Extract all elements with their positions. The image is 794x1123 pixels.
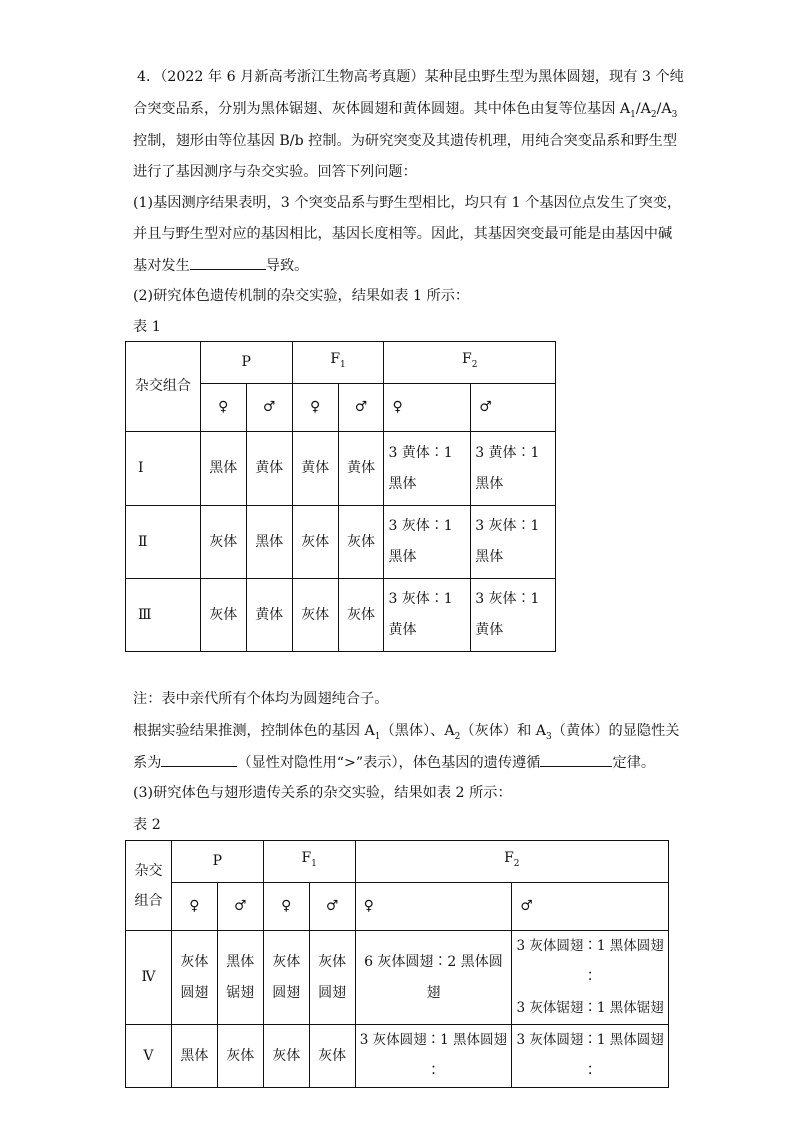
t2-cell-b: 锯翅 <box>226 984 255 1001</box>
t2-cell-a: 3 灰体圆翅∶1 黑体圆翅∶ <box>516 938 664 985</box>
t1-cell: 3 灰体∶1 黑体 <box>384 506 471 579</box>
table1-caption: 表 1 <box>133 319 161 335</box>
line-7-prefix: 基对发生 <box>133 258 190 274</box>
t1-cell: 3 灰体∶1 黄体 <box>384 579 471 652</box>
table-row <box>126 1025 669 1088</box>
t1-cell: 灰体 <box>292 579 338 652</box>
table-row <box>126 931 669 1025</box>
t2-cell: 灰体 <box>217 1025 263 1088</box>
t1-row-id: Ⅲ <box>126 579 201 652</box>
t1-cell: 黑体 <box>200 432 246 506</box>
t2-cell: 6 灰体圆翅∶2 黑体圆翅 <box>355 931 512 1025</box>
inference-middle: （显性对隐性用“>”表示），体色基因的遗传遵循 <box>237 755 541 771</box>
t1-cell: 黄体 <box>246 579 292 652</box>
t2-cell-a: 灰体 <box>318 953 347 970</box>
t2-cell <box>309 931 355 1025</box>
table-row <box>126 506 556 579</box>
t1-cell: 灰体 <box>338 506 384 579</box>
answer-blank-1[interactable] <box>190 255 266 270</box>
inference-line-2 <box>133 752 655 773</box>
t2-header-f2: $F_2$ <box>355 841 668 883</box>
t2-cell-b: 3 灰体锯翅∶1 黑体锯翅 <box>516 1000 664 1016</box>
t2-row-id: Ⅴ <box>126 1025 172 1088</box>
line-7-suffix: 导致。 <box>265 258 309 274</box>
table2-caption: 表 2 <box>133 817 161 833</box>
inference-suffix: 定律。 <box>612 755 656 771</box>
table-row <box>126 432 556 506</box>
t2-cell <box>512 931 669 1025</box>
t2-header-group <box>126 841 172 931</box>
inference-line-1: 根据实验结果推测，控制体色的基因 $A_1$（黑体）、$A_2$（灰体）和 $A_3$（黄体）的显隐性关 <box>133 723 680 742</box>
t2-header-group-b: 组合 <box>134 892 163 909</box>
table-row <box>126 579 556 652</box>
t1-cell: 黄体 <box>246 432 292 506</box>
t1-cell: 3 黄体∶1 黑体 <box>471 432 556 506</box>
t2-f2-male: ♂ <box>512 883 669 931</box>
t1-cell: 3 黄体∶1 黑体 <box>384 432 471 506</box>
t2-cell-a: 灰体 <box>272 953 301 970</box>
t1-f1-male: ♂ <box>338 384 384 432</box>
question-line-2-text: 合突变品系，分别为黑体锯翅、灰体圆翅和黄体圆翅。其中体色由复等位基因 $A_1/A_2/A_3$ <box>133 101 678 120</box>
question-line-6: 并且与野生型对应的基因相比，基因长度相等。因此，其基因突变最可能是由基因中碱 <box>133 226 673 242</box>
question-line-1: 4．（2022 年 6 月新高考浙江生物高考真题）某种昆虫野生型为黑体圆翅，现有 3 个纯 <box>137 69 684 85</box>
t1-cell: 3 灰体∶1 黑体 <box>471 506 556 579</box>
t2-f2-female: ♀ <box>355 883 512 931</box>
t2-f1-male: ♂ <box>309 883 355 931</box>
t1-cell: 3 灰体∶1 黄体 <box>471 579 556 652</box>
table-2 <box>125 840 669 1088</box>
t1-p-female: ♀ <box>200 384 246 432</box>
t2-header-p: P <box>171 841 263 883</box>
t1-header-f1: $F_1$ <box>292 342 384 384</box>
t1-f2-female: ♀ <box>384 384 471 432</box>
t2-row-id: Ⅳ <box>126 931 172 1025</box>
answer-blank-2[interactable] <box>161 752 237 767</box>
t1-cell: 灰体 <box>200 506 246 579</box>
table-1 <box>125 341 556 652</box>
question-line-7 <box>133 255 308 276</box>
question-line-8: (2)研究体色遗传机制的杂交实验，结果如表 1 所示： <box>133 288 470 304</box>
t1-cell: 黄体 <box>338 432 384 506</box>
t1-f2-male: ♂ <box>471 384 556 432</box>
t1-header-f2: $F_2$ <box>384 342 556 384</box>
t2-cell-b: 圆翅 <box>318 984 347 1001</box>
t2-p-male: ♂ <box>217 883 263 931</box>
t2-cell: 灰体 <box>263 1025 309 1088</box>
t1-header-p: P <box>200 342 292 384</box>
t2-cell-a: 黑体 <box>226 953 255 970</box>
t1-row-id: Ⅱ <box>126 506 201 579</box>
t2-cell <box>171 931 217 1025</box>
t1-cell: 灰体 <box>338 579 384 652</box>
t1-f1-female: ♀ <box>292 384 338 432</box>
t2-cell-b: 圆翅 <box>272 984 301 1001</box>
question-part-3: (3)研究体色与翅形遗传关系的杂交实验，结果如表 2 所示： <box>133 785 512 801</box>
question-line-2 <box>133 99 677 125</box>
question-line-5: (1)基因测序结果表明，3 个突变品系与野生型相比，均只有 1 个基因位点发生了突变， <box>133 195 682 211</box>
t1-cell: 灰体 <box>200 579 246 652</box>
t2-f1-female: ♀ <box>263 883 309 931</box>
t2-cell <box>217 931 263 1025</box>
t1-header-group: 杂交组合 <box>126 342 201 432</box>
t2-cell <box>263 931 309 1025</box>
t2-cell: 3 灰体圆翅∶1 黑体圆翅∶ <box>512 1025 669 1088</box>
t1-cell: 黄体 <box>292 432 338 506</box>
t1-row-id: Ⅰ <box>126 432 201 506</box>
answer-blank-3[interactable] <box>540 752 612 767</box>
t2-p-female: ♀ <box>171 883 217 931</box>
t2-cell-a: 灰体 <box>180 953 209 970</box>
question-line-3: 控制，翅形由等位基因 B/b 控制。为研究突变及其遗传机理，用纯合突变品系和野生型 <box>133 133 678 149</box>
t2-header-f1: $F_1$ <box>263 841 355 883</box>
inference-prefix: 系为 <box>133 755 162 771</box>
t2-cell-b: 圆翅 <box>180 984 209 1001</box>
t1-cell: 黑体 <box>246 506 292 579</box>
t1-p-male: ♂ <box>246 384 292 432</box>
t2-cell: 黑体 <box>171 1025 217 1088</box>
table1-note: 注：表中亲代所有个体均为圆翅纯合子。 <box>133 691 389 707</box>
t2-header-group-a: 杂交 <box>134 862 163 879</box>
t2-cell: 灰体 <box>309 1025 355 1088</box>
t1-cell: 灰体 <box>292 506 338 579</box>
t2-cell: 3 灰体圆翅∶1 黑体圆翅∶ <box>355 1025 512 1088</box>
question-line-4: 进行了基因测序与杂交实验。回答下列问题： <box>133 164 417 180</box>
